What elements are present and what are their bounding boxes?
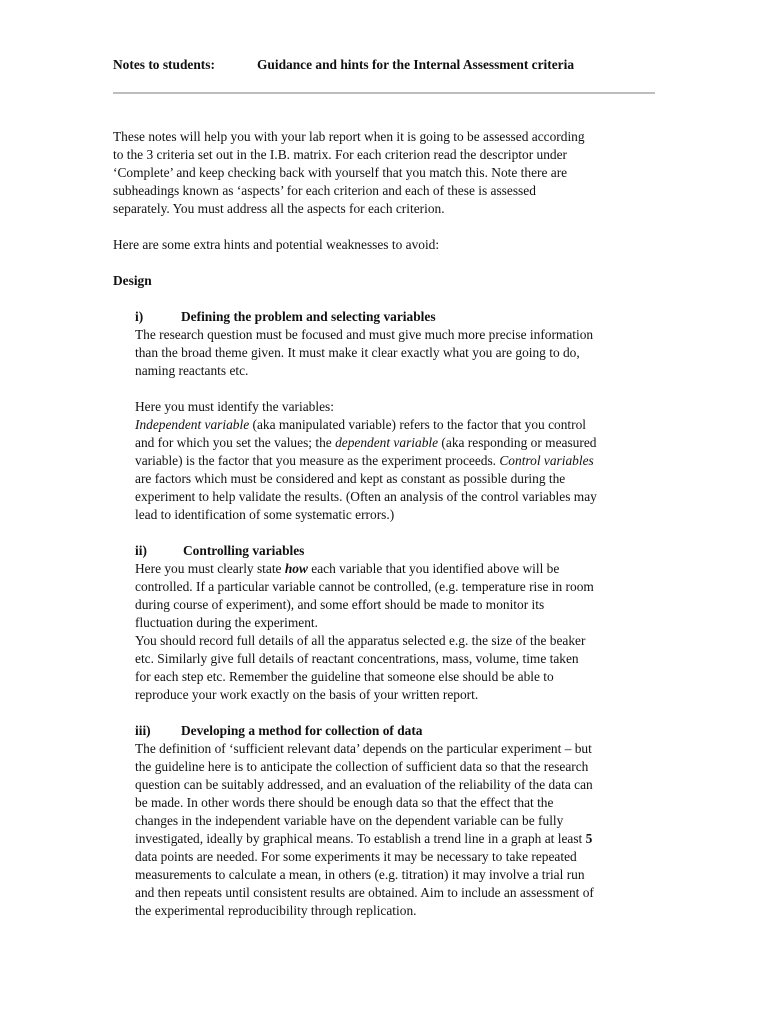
aspect-heading xyxy=(135,308,655,326)
hints-paragraph: Here are some extra hints and potential weaknesses to avoid: xyxy=(113,237,440,252)
aspect-data-collection-method xyxy=(113,722,655,920)
text-line: etc. Similarly give full details of reactant concentrations, mass, volume, time taken xyxy=(135,651,579,666)
text-line: fluctuation during the experiment. xyxy=(135,615,318,630)
text-line: You should record full details of all the apparatus selected e.g. the size of the beaker xyxy=(135,633,586,648)
intro-paragraph xyxy=(113,128,653,218)
text-line: controlled. If a particular variable cannot be controlled, (e.g. temperature rise in room xyxy=(135,579,594,594)
intro-line: to the 3 criteria set out in the I.B. matrix. For each criterion read the descriptor under xyxy=(113,147,568,162)
text-line: reproduce your work exactly on the basis of your written report. xyxy=(135,687,479,702)
text-line: Independent variable (aka manipulated variable) refers to the factor that you control xyxy=(135,417,587,432)
intro-line: ‘Complete’ and keep checking back with yourself that you match this. Note there are xyxy=(113,165,568,180)
text-line: lead to identification of some systematic errors.) xyxy=(135,507,395,522)
text-line: during course of experiment), and some effort should be made to monitor its xyxy=(135,597,545,612)
text-line: Here you must identify the variables: xyxy=(135,399,334,414)
text-line: experiment to help validate the results. (Often an analysis of the control variables may xyxy=(135,489,597,504)
aspect-number: i) xyxy=(135,309,144,324)
text-line: question can be suitably addressed, and an evaluation of the reliability of the data can xyxy=(135,777,593,792)
aspect-number: ii) xyxy=(135,543,147,558)
text-line: changes in the independent variable have on the dependent variable can be fully xyxy=(135,813,564,828)
document-body xyxy=(113,128,653,920)
intro-line: These notes will help you with your lab report when it is going to be assessed according xyxy=(113,129,585,144)
text-line: data points are needed. For some experiments it may be necessary to take repeated xyxy=(135,849,577,864)
aspect-controlling-variables xyxy=(113,542,655,704)
text-line: investigated, ideally by graphical means. To establish a trend line in a graph at least 5 xyxy=(135,831,593,846)
header-divider xyxy=(113,92,655,94)
term-independent-variable: Independent variable xyxy=(135,417,250,432)
emphasis-how: how xyxy=(284,561,308,576)
aspect-number: iii) xyxy=(135,723,151,738)
text-line: than the broad theme given. It must make it clear exactly what you are going to do, xyxy=(135,345,580,360)
intro-line: separately. You must address all the aspects for each criterion. xyxy=(113,201,445,216)
text-line: the guideline here is to anticipate the collection of sufficient data so that the research xyxy=(135,759,589,774)
text-line: variable) is the factor that you measure as the experiment proceeds. Control variables xyxy=(135,453,594,468)
text-line: be made. In other words there should be enough data so that the effect that the xyxy=(135,795,554,810)
header-title: Guidance and hints for the Internal Assessment criteria xyxy=(257,57,575,72)
term-dependent-variable: dependent variable xyxy=(335,435,439,450)
text-line: the experimental reproducibility through replication. xyxy=(135,903,417,918)
aspect-title: Developing a method for collection of data xyxy=(181,723,423,738)
document-header xyxy=(113,56,658,74)
document-page xyxy=(113,56,658,74)
text-line: Here you must clearly state how each variable that you identified above will be xyxy=(135,561,560,576)
aspect-defining-problem xyxy=(113,308,655,524)
aspect-title: Defining the problem and selecting variables xyxy=(181,309,436,324)
header-label: Notes to students: xyxy=(113,57,215,72)
text-line: The definition of ‘sufficient relevant data’ depends on the particular experiment – but xyxy=(135,741,592,756)
text-line: are factors which must be considered and kept as constant as possible during the xyxy=(135,471,566,486)
aspect-title: Controlling variables xyxy=(183,543,305,558)
emphasis-five: 5 xyxy=(585,831,593,846)
term-control-variables: Control variables xyxy=(499,453,594,468)
aspect-heading xyxy=(135,722,655,740)
text-line: for each step etc. Remember the guideline that someone else should be able to xyxy=(135,669,554,684)
text-line: and for which you set the values; the dependent variable (aka responding or measured xyxy=(135,435,597,450)
intro-line: subheadings known as ‘aspects’ for each criterion and each of these is assessed xyxy=(113,183,536,198)
section-heading-design: Design xyxy=(113,273,152,288)
text-line: naming reactants etc. xyxy=(135,363,249,378)
text-line: and then repeats until consistent results are obtained. Aim to include an assessment of xyxy=(135,885,594,900)
text-line: The research question must be focused and must give much more precise information xyxy=(135,327,594,342)
text-line: measurements to calculate a mean, in others (e.g. titration) it may involve a trial run xyxy=(135,867,585,882)
aspect-heading xyxy=(135,542,655,560)
